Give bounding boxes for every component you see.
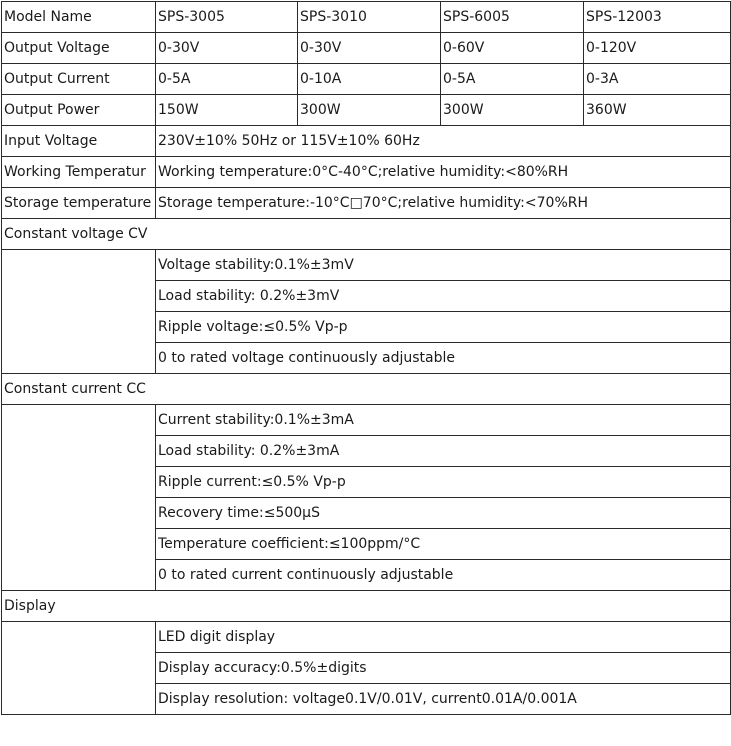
section-blank-cell [2, 250, 156, 374]
row-label: Output Voltage [2, 33, 156, 64]
model-cell: SPS-3005 [156, 2, 298, 33]
row-label: Output Power [2, 95, 156, 126]
value-cell: 0-30V [156, 33, 298, 64]
section-item-row [2, 405, 731, 436]
section-item: Current stability:0.1%±3mA [156, 405, 731, 436]
value-cell: 300W [441, 95, 584, 126]
value-cell: 0-10A [298, 64, 441, 95]
input-voltage-row [2, 126, 731, 157]
section-blank-cell [2, 405, 156, 591]
model-cell: SPS-6005 [441, 2, 584, 33]
model-cell: SPS-12003 [584, 2, 731, 33]
section-item: Recovery time:≤500µS [156, 498, 731, 529]
value-cell: 360W [584, 95, 731, 126]
section-item: Voltage stability:0.1%±3mV [156, 250, 731, 281]
section-title-row [2, 219, 731, 250]
section-item-row [2, 250, 731, 281]
section-item-row [2, 622, 731, 653]
row-label: Storage temperature [2, 188, 156, 219]
specification-table-body [2, 2, 731, 715]
value-cell: 0-30V [298, 33, 441, 64]
model-cell: SPS-3010 [298, 2, 441, 33]
section-title: Display [2, 591, 731, 622]
row-label: Model Name [2, 2, 156, 33]
section-item: 0 to rated voltage continuously adjustable [156, 343, 731, 374]
value-cell: Working temperature:0°C-40°C;relative humidity:<80%RH [156, 157, 731, 188]
section-item: Display resolution: voltage0.1V/0.01V, current0.01A/0.001A [156, 684, 731, 715]
section-title: Constant current CC [2, 374, 731, 405]
section-item: Temperature coefficient:≤100ppm/°C [156, 529, 731, 560]
value-cell: 230V±10% 50Hz or 115V±10% 60Hz [156, 126, 731, 157]
section-title-row [2, 374, 731, 405]
section-item: Load stability: 0.2%±3mA [156, 436, 731, 467]
section-item: 0 to rated current continuously adjustable [156, 560, 731, 591]
section-item: Ripple voltage:≤0.5% Vp-p [156, 312, 731, 343]
working-temperature-row [2, 157, 731, 188]
value-cell: 0-60V [441, 33, 584, 64]
section-item: LED digit display [156, 622, 731, 653]
value-cell: 300W [298, 95, 441, 126]
storage-temperature-row [2, 188, 731, 219]
value-cell: 0-5A [156, 64, 298, 95]
section-blank-cell [2, 622, 156, 715]
model-name-row [2, 2, 731, 33]
specification-table [1, 1, 731, 715]
value-cell: 0-3A [584, 64, 731, 95]
row-label: Input Voltage [2, 126, 156, 157]
value-cell: 150W [156, 95, 298, 126]
section-item: Ripple current:≤0.5% Vp-p [156, 467, 731, 498]
value-cell: 0-120V [584, 33, 731, 64]
section-title-row [2, 591, 731, 622]
value-cell: Storage temperature:-10°C□70°C;relative humidity:<70%RH [156, 188, 731, 219]
section-title: Constant voltage CV [2, 219, 731, 250]
section-item: Display accuracy:0.5%±digits [156, 653, 731, 684]
output-voltage-row [2, 33, 731, 64]
section-item: Load stability: 0.2%±3mV [156, 281, 731, 312]
output-current-row [2, 64, 731, 95]
output-power-row [2, 95, 731, 126]
row-label: Working Temperatur [2, 157, 156, 188]
value-cell: 0-5A [441, 64, 584, 95]
row-label: Output Current [2, 64, 156, 95]
